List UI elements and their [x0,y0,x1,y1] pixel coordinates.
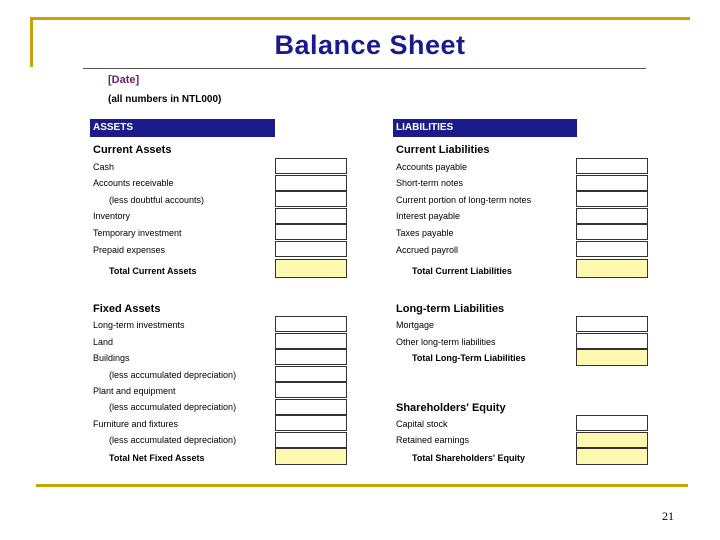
row-interest-payable: Interest payable [396,211,461,221]
value-cell-long-term-investments[interactable] [275,316,347,332]
value-cell-retained-earnings[interactable] [576,432,648,448]
row-buildings: Buildings [93,353,130,363]
row-buildings-depreciation: (less accumulated depreciation) [109,370,237,380]
row-furniture-depreciation: (less accumulated depreciation) [109,435,237,445]
value-cell-total-shareholders-equity[interactable] [576,448,648,465]
row-short-term-notes: Short-term notes [396,178,464,188]
long-term-liabilities-title: Long-term Liabilities [396,303,505,315]
current-liabilities-title: Current Liabilities [396,144,490,156]
page-number: 21 [662,509,674,523]
value-cell-prepaid-expenses[interactable] [275,241,347,257]
value-cell-accounts-payable[interactable] [576,158,648,174]
value-cell-inventory[interactable] [275,208,347,224]
value-cell-furniture-depreciation[interactable] [275,432,347,448]
units-note: (all numbers in NTL000) [108,94,222,105]
value-cell-buildings-depreciation[interactable] [275,366,347,382]
title-underline [83,68,646,69]
value-cell-buildings[interactable] [275,349,347,365]
row-cash: Cash [93,162,115,172]
row-retained-earnings: Retained earnings [396,435,470,445]
row-mortgage: Mortgage [396,320,435,330]
value-cell-plant-equipment[interactable] [275,382,347,398]
value-cell-capital-stock[interactable] [576,415,648,431]
row-total-net-fixed-assets: Total Net Fixed Assets [109,453,205,463]
row-furniture-fixtures: Furniture and fixtures [93,419,179,429]
row-accounts-payable: Accounts payable [396,162,468,172]
value-cell-land[interactable] [275,333,347,349]
row-other-long-term-liabilities: Other long-term liabilities [396,337,496,347]
value-cell-total-current-assets[interactable] [275,259,347,278]
row-current-portion-notes: Current portion of long-term notes [396,195,532,205]
row-land: Land [93,337,114,347]
row-plant-depreciation: (less accumulated depreciation) [109,402,237,412]
value-cell-other-long-term-liabilities[interactable] [576,333,648,349]
current-assets-title: Current Assets [93,144,172,156]
frame-top-rule [30,17,690,20]
row-taxes-payable: Taxes payable [396,228,454,238]
row-total-current-liabilities: Total Current Liabilities [412,266,512,276]
frame-bottom-rule [36,484,688,487]
shareholders-equity-title: Shareholders' Equity [396,402,506,414]
value-cell-interest-payable[interactable] [576,208,648,224]
value-cell-plant-depreciation[interactable] [275,399,347,415]
value-cell-furniture-fixtures[interactable] [275,415,347,431]
value-cell-cash[interactable] [275,158,347,174]
value-cell-mortgage[interactable] [576,316,648,332]
value-cell-total-long-term-liabilities[interactable] [576,349,648,366]
fixed-assets-title: Fixed Assets [93,303,161,315]
row-accounts-receivable: Accounts receivable [93,178,174,188]
value-cell-accrued-payroll[interactable] [576,241,648,257]
value-cell-short-term-notes[interactable] [576,175,648,191]
row-prepaid-expenses: Prepaid expenses [93,245,166,255]
value-cell-doubtful-accounts[interactable] [275,191,347,207]
row-inventory: Inventory [93,211,131,221]
liabilities-header: LIABILITIES [393,119,577,137]
row-long-term-investments: Long-term investments [93,320,185,330]
row-total-long-term-liabilities: Total Long-Term Liabilities [412,353,526,363]
row-total-shareholders-equity: Total Shareholders' Equity [412,453,525,463]
row-accrued-payroll: Accrued payroll [396,245,459,255]
row-less-doubtful-accounts: (less doubtful accounts) [109,195,205,205]
value-cell-total-net-fixed-assets[interactable] [275,448,347,465]
slide-title: Balance Sheet [274,30,466,60]
value-cell-temporary-investment[interactable] [275,224,347,240]
date-placeholder: [Date] [108,74,140,86]
value-cell-taxes-payable[interactable] [576,224,648,240]
value-cell-current-portion-notes[interactable] [576,191,648,207]
value-cell-accounts-receivable[interactable] [275,175,347,191]
value-cell-total-current-liabilities[interactable] [576,259,648,278]
assets-header: ASSETS [90,119,275,137]
row-temporary-investment: Temporary investment [93,228,182,238]
row-capital-stock: Capital stock [396,419,448,429]
row-total-current-assets: Total Current Assets [109,266,197,276]
row-plant-equipment: Plant and equipment [93,386,176,396]
